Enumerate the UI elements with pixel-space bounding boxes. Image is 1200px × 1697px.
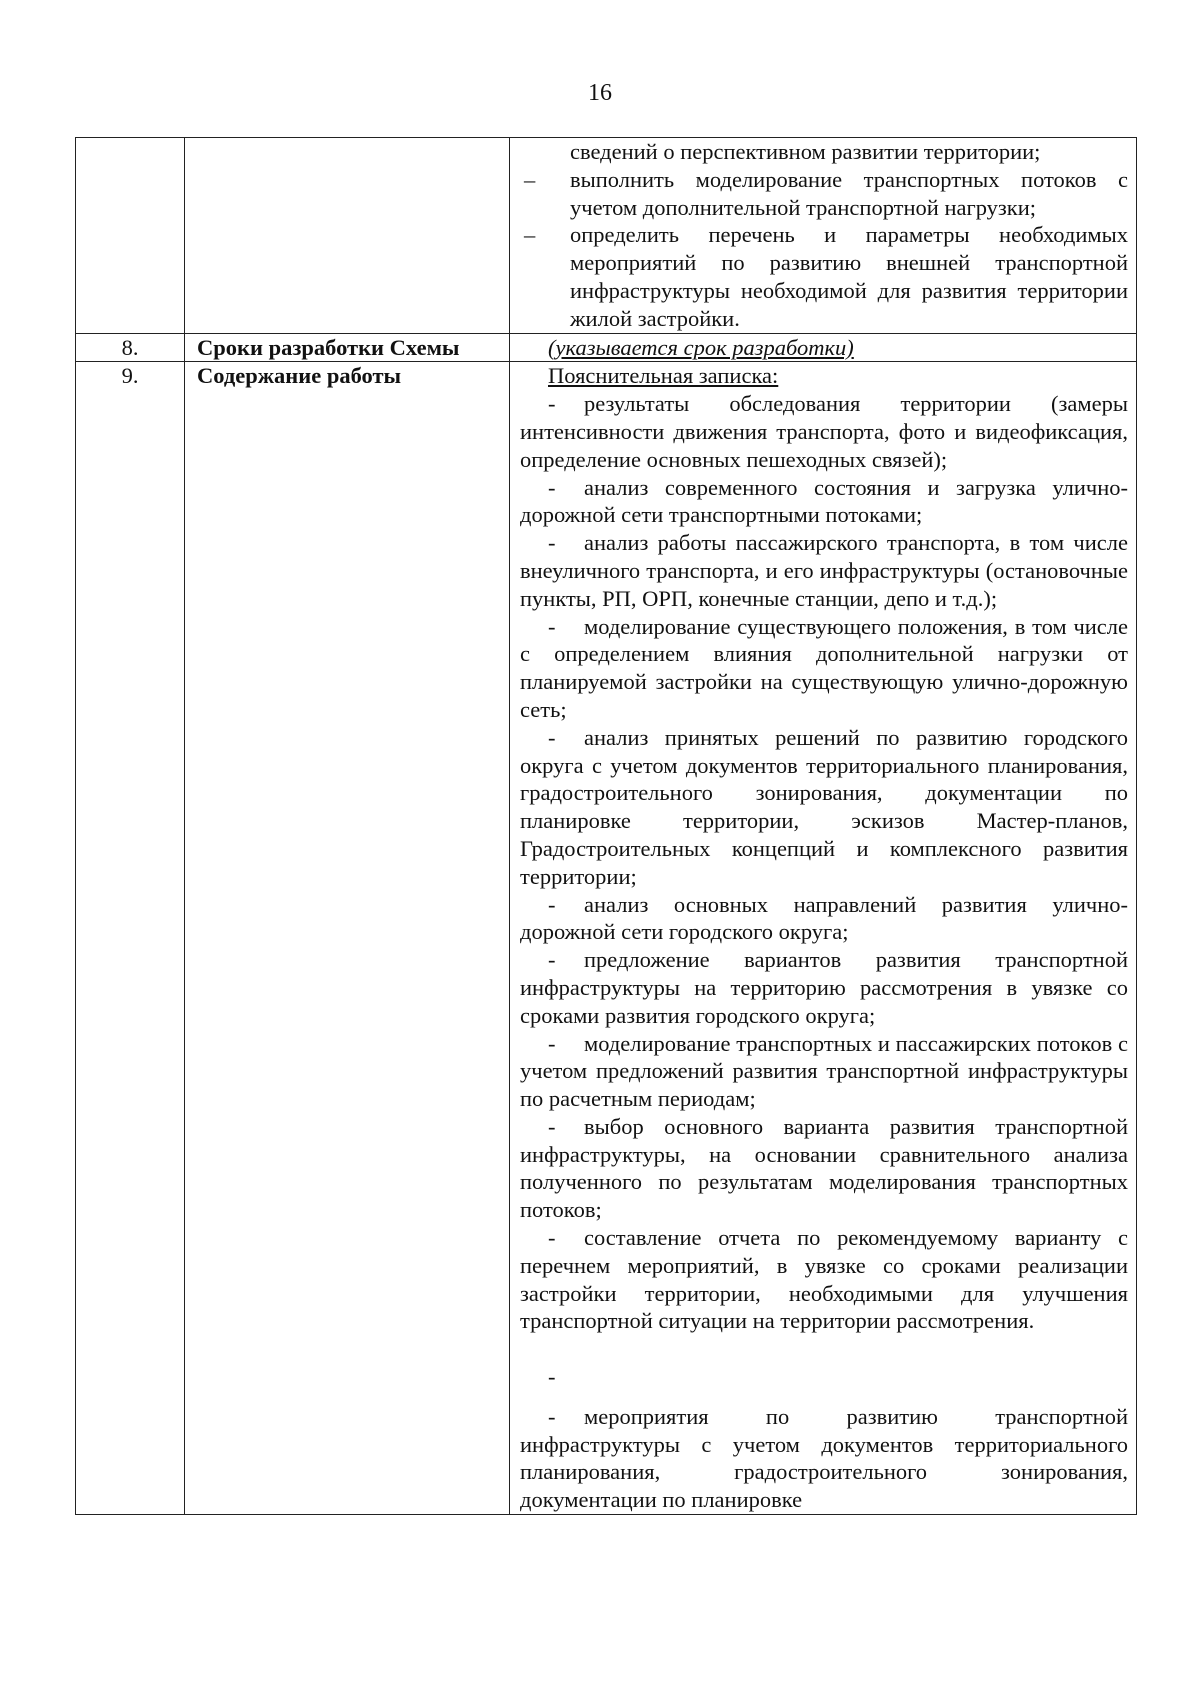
list-item (520, 166, 1128, 222)
dash-marker: - (548, 891, 556, 917)
list-item (520, 529, 1128, 612)
dash-marker: – (524, 166, 536, 192)
list-item-text: выполнить моделирование транспортных потоков с учетом дополнительной транспортной нагрузки; (570, 166, 1128, 220)
dash-marker: - (548, 530, 556, 556)
list-item-text: анализ работы пассажирского транспорта, в том числе внеуличного транспорта, и его инфраструктуры (остановочные пункты, РП, ОРП, конечные станции, депо и т.д.); (520, 530, 1128, 611)
dash-marker: - (548, 1113, 556, 1139)
row-number: 8. (76, 333, 185, 362)
list-item (520, 1403, 1128, 1514)
empty-list-item (520, 1335, 1128, 1363)
list-item (520, 724, 1128, 891)
list-item (520, 1224, 1128, 1335)
list-item-text: анализ основных направлений развития улично-дорожной сети городского округа; (520, 891, 1128, 945)
explanatory-note-heading: Пояснительная записка: (548, 363, 779, 389)
cell-name-empty (185, 138, 510, 334)
continued-first-line: сведений о перспективном развитии территории; (570, 139, 1041, 164)
list-item-text: мероприятия по развитию транспортной инфраструктуры с учетом документов территориального планирования, градостроительного зонирования, документации по планировке (520, 1403, 1128, 1513)
dash-marker: - (548, 474, 556, 500)
list-item (520, 221, 1128, 332)
page-number: 16 (588, 80, 612, 106)
dash-marker: - (548, 1225, 556, 1251)
requirements-table (75, 137, 1137, 1515)
list-item-text: моделирование существующего положения, в том числе с определением влияния дополнительной нагрузки от планируемой застройки на существующую улично-дорожную сеть; (520, 613, 1128, 722)
table-row-continued (76, 138, 1137, 334)
table-row-9 (76, 362, 1137, 1515)
dash-marker: - (548, 1030, 556, 1056)
list-item (520, 891, 1128, 947)
dash-marker: – (524, 222, 536, 248)
spacer (520, 1391, 1128, 1403)
list-item (520, 1113, 1128, 1224)
list-item (520, 390, 1128, 473)
dash-marker: - (548, 947, 556, 973)
cell-number-empty (76, 138, 185, 334)
row-name: Сроки разработки Схемы (185, 333, 510, 362)
deadline-text: (указывается срок разработки) (548, 334, 854, 360)
list-item-text: анализ современного состояния и загрузка улично-дорожной сети транспортными потоками; (520, 474, 1128, 528)
list-item (520, 1030, 1128, 1113)
dash-marker: - (548, 1403, 556, 1429)
list-item-text: результаты обследования территории (замеры интенсивности движения транспорта, фото и видеофиксация, определение основных пешеходных связей); (520, 391, 1128, 472)
list-item-text: моделирование транспортных и пассажирских потоков с учетом предложений развития транспортной инфраструктуры по расчетным периодам; (520, 1030, 1128, 1112)
list-item-text: составление отчета по рекомендуемому варианту с перечнем мероприятий, в увязке со сроками реализации застройки территории, необходимыми для улучшения транспортной ситуации на территории рассмотрения. (520, 1225, 1128, 1334)
list-item (520, 474, 1128, 530)
row-name: Содержание работы (185, 362, 510, 1515)
dash-marker: - (548, 724, 556, 750)
list-item (520, 946, 1128, 1029)
row-value (510, 333, 1137, 362)
cell-continued-text (510, 138, 1137, 334)
row-content (510, 362, 1137, 1515)
list-item-text: анализ принятых решений по развитию городского округа с учетом документов территориального планирования, градостроительного зонирования, документации по планировке территории, эскизов Мастер-планов, Градостроительных концепций и комплексного развития территории; (520, 724, 1128, 889)
dash-marker: - (548, 391, 556, 417)
row-number: 9. (76, 362, 185, 1515)
table-row-8 (76, 333, 1137, 362)
list-item (520, 613, 1128, 724)
list-item-text: выбор основного варианта развития транспортной инфраструктуры, на основании сравнительного анализа полученного по результатам моделирования транспортных потоков; (520, 1113, 1128, 1223)
dash-marker: - (548, 613, 556, 639)
lone-dash: - (548, 1364, 556, 1390)
list-item-text: предложение вариантов развития транспортной инфраструктуры на территорию рассмотрения в увязке со сроками развития городского округа; (520, 947, 1128, 1028)
list-item-text: определить перечень и параметры необходимых мероприятий по развитию внешней транспортной инфраструктуры необходимой для развития территории жилой застройки. (570, 222, 1128, 331)
